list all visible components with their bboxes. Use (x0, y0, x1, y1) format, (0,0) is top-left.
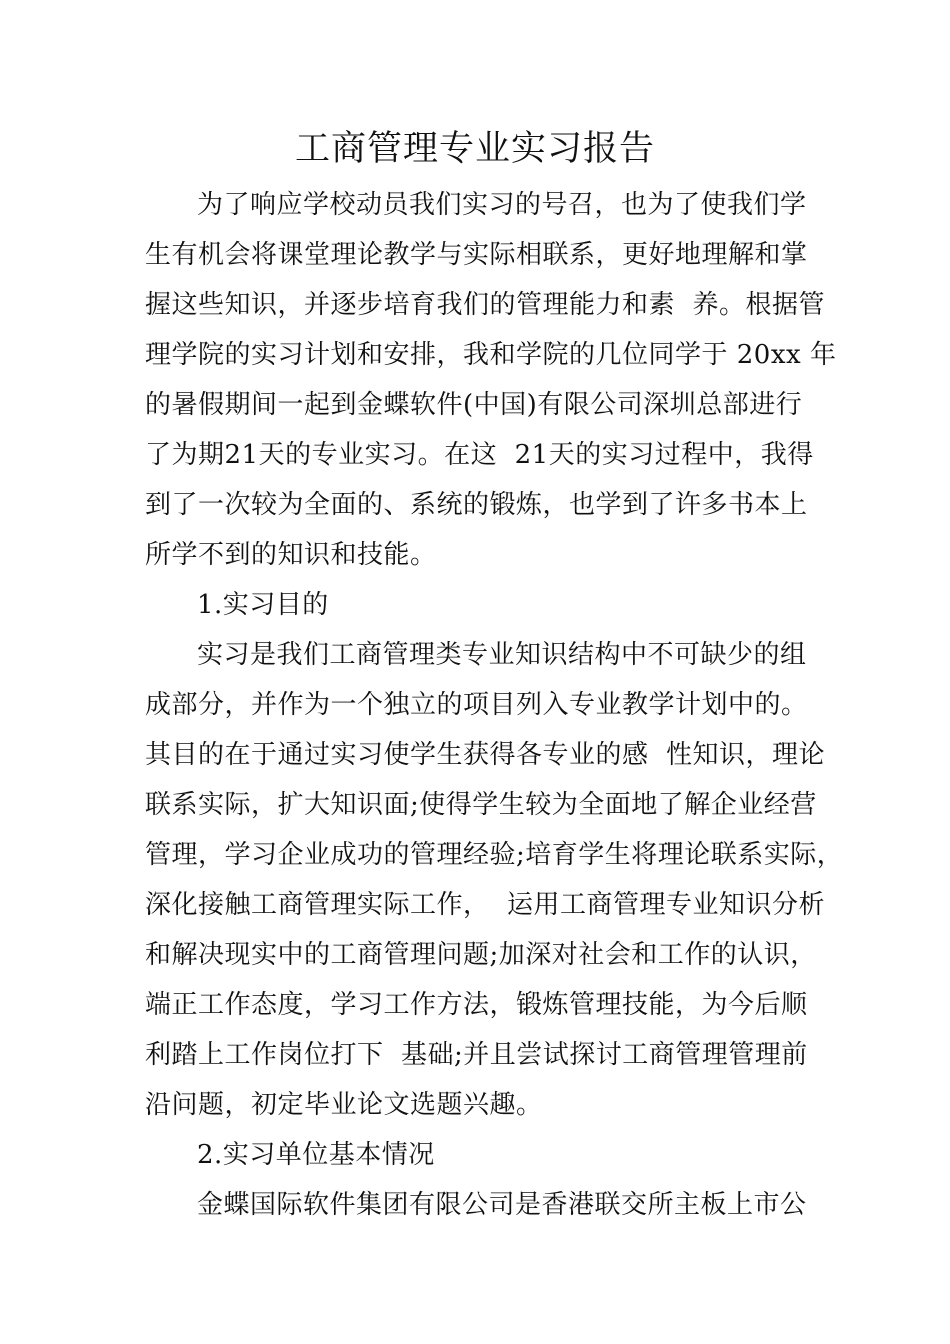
text-line: 成部分，并作为一个独立的项目列入专业教学计划中的。 (145, 690, 808, 720)
text-line: 所学不到的知识和技能。 (145, 540, 437, 570)
text-line: 握这些知识，并逐步培育我们的管理能力和素 养。根据管 (145, 290, 826, 320)
text-line: 到了一次较为全面的、系统的锻炼，也学到了许多书本上 (145, 490, 808, 520)
text-line: 深化接触工商管理实际工作， 运用工商管理专业知识分析 (145, 890, 826, 920)
text-line: 实习是我们工商管理类专业知识结构中不可缺少的组 (197, 640, 807, 670)
text-line: 为了响应学校动员我们实习的号召，也为了使我们学 (197, 190, 807, 220)
text-line: 和解决现实中的工商管理问题;加深对社会和工作的认识， (145, 940, 817, 970)
text-line: 利踏上工作岗位打下 基础;并且尝试探讨工商管理管理前 (145, 1040, 808, 1070)
text-line: 联系实际，扩大知识面;使得学生较为全面地了解企业经营 (145, 790, 817, 820)
document-body (145, 180, 844, 1230)
document-title: 工商管理专业实习报告 (294, 129, 655, 169)
text-line: 金蝶国际软件集团有限公司是香港联交所主板上市公 (197, 1190, 807, 1220)
text-line: 沿问题，初定毕业论文选题兴趣。 (145, 1090, 543, 1120)
text-line: 的暑假期间一起到金蝶软件(中国)有限公司深圳总部进行 (145, 390, 803, 420)
text-line: 理学院的实习计划和安排，我和学院的几位同学于 20xx 年 (145, 340, 837, 370)
text-line: 其目的在于通过实习使学生获得各专业的感 性知识，理论 (145, 740, 826, 770)
text-line: 了为期21天的专业实习。在这 21天的实习过程中，我得 (145, 440, 814, 470)
text-line: 端正工作态度，学习工作方法，锻炼管理技能，为今后顺 (145, 990, 808, 1020)
section-heading: 2.实习单位基本情况 (197, 1140, 435, 1170)
section-heading: 1.实习目的 (197, 590, 329, 620)
text-line: 管理，学习企业成功的管理经验;培育学生将理论联系实际， (145, 840, 844, 870)
text-line: 生有机会将课堂理论教学与实际相联系，更好地理解和掌 (145, 240, 808, 270)
